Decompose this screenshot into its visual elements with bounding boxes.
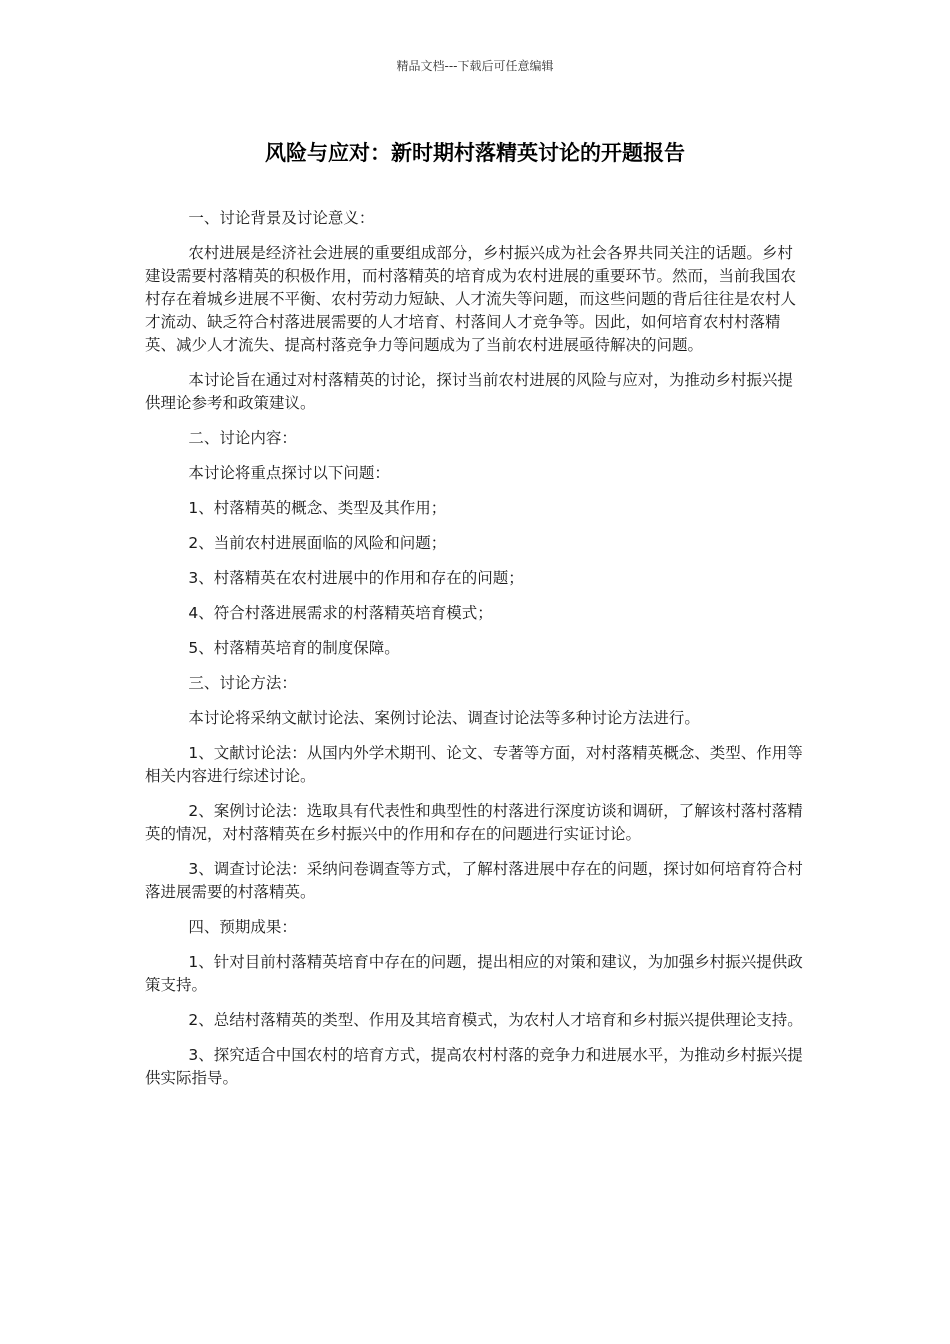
list-item: 4、符合村落进展需求的村落精英培育模式； xyxy=(188,604,493,622)
section-heading-outcomes: 四、预期成果： xyxy=(188,918,297,936)
section-heading-methods: 三、讨论方法： xyxy=(188,674,297,692)
document-body xyxy=(145,207,805,1102)
list-item: 3、调查讨论法：采纳问卷调查等方式，了解村落进展中存在的问题，探讨如何培育符合村落进展需要的村落精英。 xyxy=(145,860,803,901)
list-item: 5、村落精英培育的制度保障。 xyxy=(188,639,400,657)
list-item: 1、针对目前村落精英培育中存在的问题，提出相应的对策和建议，为加强乡村振兴提供政策支持。 xyxy=(145,953,803,994)
list-item: 3、探究适合中国农村的培育方式，提高农村村落的竞争力和进展水平，为推动乡村振兴提供实际指导。 xyxy=(145,1046,803,1087)
list-item: 2、案例讨论法：选取具有代表性和典型性的村落进行深度访谈和调研，了解该村落村落精英的情况，对村落精英在乡村振兴中的作用和存在的问题进行实证讨论。 xyxy=(145,802,803,843)
page-header: 精品文档---下载后可任意编辑 xyxy=(396,59,554,73)
paragraph: 本讨论将重点探讨以下问题： xyxy=(188,464,390,482)
paragraph: 本讨论将采纳文献讨论法、案例讨论法、调查讨论法等多种讨论方法进行。 xyxy=(188,709,700,727)
list-item: 2、当前农村进展面临的风险和问题； xyxy=(188,534,447,552)
paragraph: 农村进展是经济社会进展的重要组成部分，乡村振兴成为社会各界共同关注的话题。乡村建设需要村落精英的积极作用，而村落精英的培育成为农村进展的重要环节。然而，当前我国农村存在着城乡进展不平衡、农村劳动力短缺、人才流失等问题，而这些问题的背后往往是农村人才流动、缺乏符合村落进展需要的人才培育、村落间人才竞争等。因此，如何培育农村村落精英、减少人才流失、提高村落竞争力等问题成为了当前农村进展亟待解决的问题。 xyxy=(145,244,797,354)
list-item: 2、总结村落精英的类型、作用及其培育模式，为农村人才培育和乡村振兴提供理论支持。 xyxy=(188,1011,803,1029)
list-item: 3、村落精英在农村进展中的作用和存在的问题； xyxy=(188,569,524,587)
list-item: 1、文献讨论法：从国内外学术期刊、论文、专著等方面，对村落精英概念、类型、作用等相关内容进行综述讨论。 xyxy=(145,744,803,785)
section-heading-background: 一、讨论背景及讨论意义： xyxy=(188,209,375,227)
list-item: 1、村落精英的概念、类型及其作用； xyxy=(188,499,447,517)
paragraph: 本讨论旨在通过对村落精英的讨论，探讨当前农村进展的风险与应对，为推动乡村振兴提供理论参考和政策建议。 xyxy=(145,371,793,412)
section-heading-content: 二、讨论内容： xyxy=(188,429,297,447)
document-title: 风险与应对：新时期村落精英讨论的开题报告 xyxy=(265,141,685,165)
